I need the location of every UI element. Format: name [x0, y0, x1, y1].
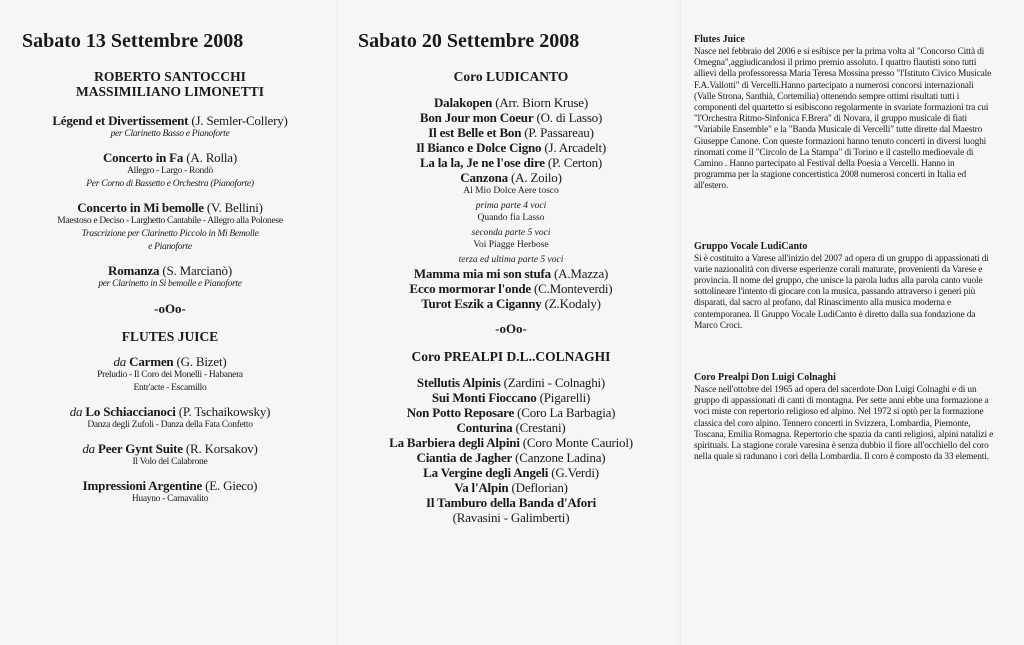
program-20-september — [340, 0, 678, 645]
choir-name: Coro LUDICANTO — [453, 69, 569, 84]
piece-composer: (P. Tschaikowsky) — [175, 404, 271, 419]
program-piece — [18, 200, 322, 254]
song-title: Ciantia de Jagher — [416, 450, 513, 465]
song-item — [354, 435, 668, 450]
song-item — [354, 140, 668, 155]
song-title: Ecco mormorar l'onde — [409, 281, 531, 296]
group-name: FLUTES JUICE — [121, 329, 219, 344]
piece-detail: Huayno - Carnavalito — [131, 494, 209, 504]
performer-name: MASSIMILIANO LIMONETTI — [76, 84, 264, 99]
event-date: Sabato 20 Settembre 2008 — [358, 30, 580, 52]
song-item — [354, 281, 668, 296]
bio-title: Flutes Juice — [694, 34, 745, 45]
song-title: La Barbiera degli Alpini — [389, 435, 520, 450]
bio-title: Coro Prealpi Don Luigi Colnaghi — [694, 372, 836, 384]
piece-title: Concerto in Fa — [102, 150, 184, 165]
choir-name: Coro PREALPI D.L..COLNAGHI — [411, 349, 611, 364]
piece-composer: (V. Bellini) — [203, 200, 263, 215]
song-item — [354, 450, 668, 465]
song-item — [354, 420, 668, 435]
piece-composer: (G. Bizet) — [173, 354, 227, 369]
piece-detail: Trascrizione per Clarinetto Piccolo in Mi Bemolle — [81, 229, 259, 239]
song-title: Turot Eszik a Ciganny — [421, 296, 542, 311]
song-composer: (Coro La Barbagia) — [514, 405, 616, 420]
song-item — [354, 266, 668, 281]
bio-title: Gruppo Vocale LudiCanto — [694, 240, 808, 252]
song-composer: (Zardini - Colnaghi) — [500, 375, 606, 390]
song-title: Mamma mia mi son stufa — [413, 266, 551, 281]
piece-heading — [18, 150, 322, 165]
song-item — [354, 125, 668, 140]
song-list — [354, 95, 668, 185]
song-composer: (C.Monteverdi) — [530, 281, 613, 296]
song-title: Dalakopen — [433, 95, 493, 110]
piece-title: Légend et Divertissement — [52, 113, 189, 128]
song-item — [354, 495, 668, 510]
page-fold — [336, 0, 339, 645]
song-title: Stellutis Alpinis — [416, 375, 501, 390]
song-item — [354, 155, 668, 170]
song-item — [354, 465, 668, 480]
song-composer: (Deflorian) — [508, 480, 568, 495]
song-composer: (A. Zoilo) — [507, 170, 562, 185]
program-piece — [18, 263, 322, 291]
song-composer: (Arr. Biorn Kruse) — [492, 95, 589, 110]
piece-heading — [18, 200, 322, 215]
song-item — [354, 296, 668, 311]
piece-prefix: da — [69, 404, 86, 419]
page-fold — [678, 0, 681, 645]
piece-detail: Il Volo del Calabrone — [132, 457, 208, 467]
part-text: Voi Piagge Herbose — [473, 240, 549, 250]
canzona-parts — [354, 200, 668, 266]
piece-heading — [18, 441, 322, 456]
event-date: Sabato 13 Settembre 2008 — [22, 30, 244, 52]
song-composer: (Pigarelli) — [536, 390, 591, 405]
song-composer: (Crestani) — [512, 420, 566, 435]
song-title: Bon Jour mon Coeur — [419, 110, 534, 125]
piece-detail: per Clarinetto Basso e Pianoforte — [110, 129, 230, 139]
bio-text: Si è costituito a Varese all'inizio del 2007 ad opera di un gruppo di appassionati di varie nazionalità con diverse esperienze corali maturate, provenienti da Varese e provincia. Il nome del gruppo, che unisce la parola ludus alla parola canto vuole sottolineare l'intento di giocare con la musica, passando attraverso i generi più disparati, dal sacro al profano, dal Rinascimento alla musica moderna e contemporanea. Il Gruppo Vocale LudiCanto è diretto dalla sua fondazione da Marco Croci. — [694, 253, 989, 331]
song-subtitle: Al Mio Dolce Aere tosco — [463, 186, 559, 196]
part-label: prima parte 4 voci — [475, 201, 547, 211]
song-title: Il est Belle et Bon — [428, 125, 522, 140]
piece-detail: Preludio - Il Coro dei Monelli - Habanera — [97, 370, 243, 380]
program-piece — [18, 404, 322, 432]
piece-detail: Entr'acte - Escamillo — [133, 383, 207, 393]
program-piece — [18, 354, 322, 395]
piece-detail: e Pianoforte — [148, 242, 192, 252]
piece-title: Impressioni Argentine — [82, 478, 203, 493]
program-piece — [18, 478, 322, 506]
piece-composer: (S. Marcianò) — [159, 263, 232, 278]
song-composer: (G.Verdi) — [548, 465, 599, 480]
piece-title: Peer Gynt Suite — [97, 441, 183, 456]
program-piece — [18, 113, 322, 141]
program-piece — [18, 150, 322, 191]
piece-composer: (J. Semler-Collery) — [188, 113, 288, 128]
piece-detail: Maestoso e Deciso - Larghetto Cantabile - Allegro alla Polonese — [57, 216, 283, 226]
song-list — [354, 375, 668, 510]
song-item — [354, 170, 668, 185]
part-label: seconda parte 5 voci — [471, 228, 551, 238]
piece-list — [18, 113, 322, 291]
song-title: Il Tamburo della Banda d'Afori — [425, 495, 597, 510]
piece-heading — [18, 478, 322, 493]
program-piece — [18, 441, 322, 469]
song-composer: (O. di Lasso) — [533, 110, 603, 125]
song-composer: (P. Passareau) — [521, 125, 594, 140]
song-item — [354, 95, 668, 110]
song-item — [354, 375, 668, 390]
piece-title: Lo Schiaccianoci — [85, 404, 176, 419]
piece-title: Romanza — [108, 263, 160, 278]
song-item — [354, 480, 668, 495]
piece-prefix: da — [82, 441, 98, 456]
piece-list — [18, 354, 322, 506]
song-title: Canzona — [460, 170, 508, 185]
piece-detail: Per Corno di Bassetto e Orchestra (Pianoforte) — [86, 179, 254, 189]
piece-composer: (A. Rolla) — [183, 150, 237, 165]
bio-text: Nasce nell'ottobre del 1965 ad opera del sacerdote Don Luigi Colnaghi e di un gruppo di appassionati di canti di montagna. Per sette anni ebbe una formazione a voci miste con repertorio religioso ed alpino. Nel 1972 si optò per la formazione classica del coro alpino. Tennero concerti in Svizzera, Lombardia, Piemonte, Toscana, Emilia Romagna. Repertorio che spazia da canti religiosi, alpini natalizi e spirituals. La stagione corale varesina è senza dubbio il fiore all'occhiello del coro nella quale si radunano i cori della Lombardia. Il coro è composto da 33 elementi. — [694, 385, 994, 463]
piece-detail: Danza degli Zufoli - Danza della Fata Confetto — [87, 420, 253, 430]
song-title: La Vergine degli Angeli — [423, 465, 549, 480]
performers — [18, 69, 322, 99]
piece-heading — [18, 354, 322, 369]
part-label: terza ed ultima parte 5 voci — [458, 255, 564, 265]
song-composer: (Z.Kodaly) — [541, 296, 601, 311]
song-composer: (Coro Monte Cauriol) — [519, 435, 633, 450]
song-title: Il Bianco e Dolce Cigno — [415, 140, 542, 155]
separator: -oOo- — [154, 301, 186, 316]
performer-name: ROBERTO SANTOCCHI — [94, 69, 246, 84]
song-title: Conturina — [456, 420, 513, 435]
piece-title: Concerto in Mi bemolle — [77, 200, 204, 215]
piece-heading — [18, 113, 322, 128]
piece-composer: (E. Gieco) — [202, 478, 258, 493]
song-item — [354, 390, 668, 405]
piece-title: Carmen — [129, 354, 174, 369]
song-item — [354, 405, 668, 420]
song-composer: (J. Arcadelt) — [541, 140, 607, 155]
program-13-september — [0, 0, 336, 645]
piece-heading — [18, 263, 322, 278]
song-composer: (Canzone Ladina) — [512, 450, 606, 465]
piece-detail: Allegro - Largo - Rondò — [127, 166, 213, 176]
song-title: Va l'Alpin — [454, 480, 509, 495]
piece-prefix: da — [113, 354, 130, 369]
song-list — [354, 266, 668, 311]
song-composer: (A.Mazza) — [550, 266, 609, 281]
song-title: Non Potto Reposare — [406, 405, 515, 420]
song-title: La la la, Je ne l'ose dire — [419, 155, 545, 170]
song-item — [354, 110, 668, 125]
piece-detail: per Clarinetto in Si bemolle e Pianoforte — [98, 279, 242, 289]
piece-composer: (R. Korsakov) — [182, 441, 258, 456]
biographies — [682, 0, 1024, 645]
part-text: Quando fia Lasso — [477, 213, 545, 223]
bio-text: Nasce nel febbraio del 2006 e si esibisce per la prima volta al "Concorso Città di Omegna",aggiudicandosi il primo premio assoluto. I quattro flautisti sono tutti allievi della professoressa Maria Teresa Mossina presso "l'Istituto Civico Musicale F.A.Vallotti" di Vercelli.Hanno partecipato a numerosi concorsi internazionali (Valle Strona, Santhià, Cortemilia) ottenendo sempre ottimi risultati tutti i componenti del quartetto si esibiscono regolarmente in svariate formazioni tra cui "l'Orchestra Ritmo-Sinfonica F.Brera" di Novara, il gruppo musicale di fiati "Variabile Ensemble" e la "Banda Musicale di Vercelli" tutte dirette dal Maestro Giuseppe Canone. Con queste formazioni hanno tenuto concerti in diversi luoghi rinomati come il "Circolo de La Stampa" di Torino e il castello medioevale di Camino . Hanno partecipato al Festival della Poesia a Vercelli. Hanno in programma per la stagione concertistica 2008 numerosi concerti in Italia ed all'estero. — [694, 47, 992, 192]
song-title: Sui Monti Fioccano — [431, 390, 537, 405]
song-composer: (P. Certon) — [544, 155, 603, 170]
piece-heading — [18, 404, 322, 419]
song-composer: (Ravasini - Galimberti) — [452, 510, 570, 525]
separator: -oOo- — [495, 321, 527, 336]
